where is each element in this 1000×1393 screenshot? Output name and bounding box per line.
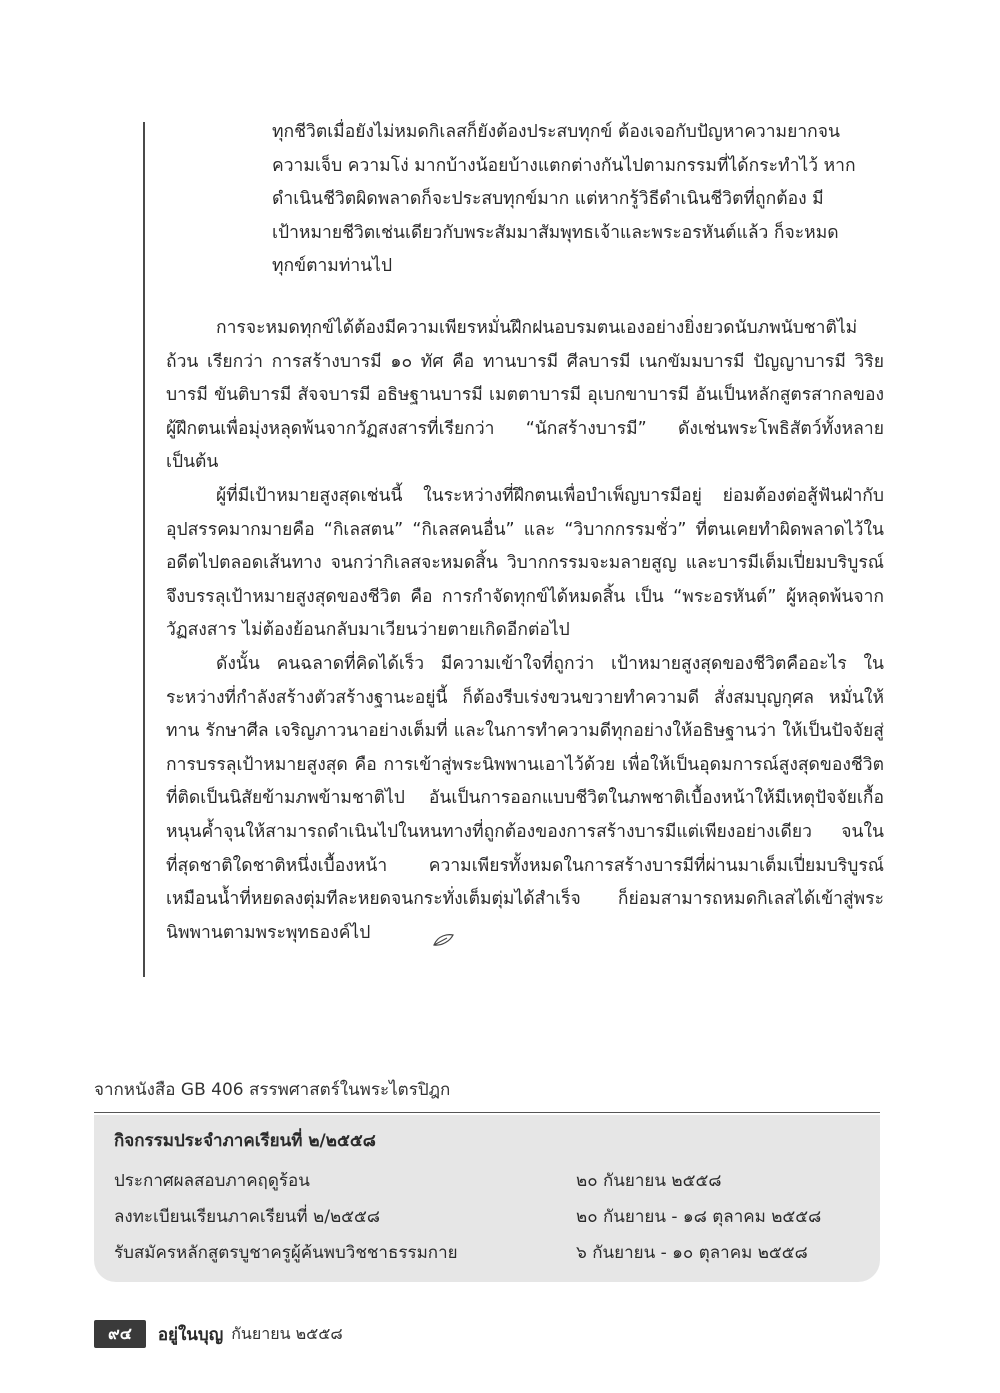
- quote-line: ทุกชีวิตเมื่อยังไม่หมดกิเลสก็ยังต้องประสบทุกข์ ต้องเจอกับปัญหาความยากจน: [272, 122, 840, 142]
- quote-block: [272, 116, 884, 284]
- activity-label: ลงทะเบียนเรียนภาคเรียนที่ ๒/๒๕๕๘: [114, 1207, 381, 1227]
- paragraph-3-text: ดังนั้น คนฉลาดที่คิดได้เร็ว มีความเข้าใจที่ถูกว่า เป้าหมายสูงสุดของชีวิตคืออะไร ในระหว่างที่กำลังสร้างตัวสร้างฐานะอยู่นี้ ก็ต้องรีบเร่งขวนขวายทำความดี สั่งสมบุญกุศล หมั่นให้ทาน รักษาศีล เจริญภาวนาอย่างเต็มที่ และในการทำความดีทุกอย่างให้อธิษฐานว่า ให้เป็นปัจจัยสู่การบรรลุเป้าหมายสูงสุด คือ การเข้าสู่พระนิพพานเอาไว้ด้วย เพื่อให้เป็นอุดมการณ์สูงสุดของชีวิตที่ติดเป็นนิสัยข้ามภพข้ามชาติไป อันเป็นการออกแบบชีวิตในภพชาติเบื้องหน้าให้มีเหตุปัจจัยเกื้อหนุนค้ำจุนให้สามารถดำเนินไปในหนทางที่ถูกต้องของการสร้างบารมีแต่เพียงอย่างเดียว จนในที่สุดชาติใดชาติหนึ่งเบื้องหน้า ความเพียรทั้งหมดในการสร้างบารมีที่ผ่านมาเต็มเปี่ยมบริบูรณ์ เหมือนน้ำที่หยดลงตุ่มทีละหยดจนกระทั่งเต็มตุ่มได้สำเร็จ ก็ย่อมสามารถหมดกิเลสได้เข้าสู่พระนิพพานตามพระพุทธองค์ไป: [166, 653, 884, 943]
- activity-row: [114, 1239, 864, 1269]
- activity-date: ๖ กันยายน - ๑๐ ตุลาคม ๒๕๕๘: [576, 1243, 808, 1263]
- quote-line: ดำเนินชีวิตผิดพลาดก็จะประสบทุกข์มาก แต่หากรู้วิธีดำเนินชีวิตที่ถูกต้อง มี: [272, 189, 824, 210]
- paragraph-2: ผู้ที่มีเป้าหมายสูงสุดเช่นนี้ ในระหว่างที่ฝึกตนเพื่อบำเพ็ญบารมีอยู่ ย่อมต้องต่อสู้ฟันฝ่ากับอุปสรรคมากมายคือ “กิเลสตน” “กิเลสคนอื่น” และ “วิบากกรรมชั่ว” ที่ตนเคยทำผิดพลาดไว้ในอดีตไปตลอดเส้นทาง จนกว่ากิเลสจะหมดสิ้น วิบากกรรมจะมลายสูญ และบารมีเต็มเปี่ยมบริบูรณ์ จึงบรรลุเป้าหมายสูงสุดของชีวิต คือ การกำจัดทุกข์ได้หมดสิ้น เป็น “พระอรหันต์” ผู้หลุดพ้นจากวัฏสงสาร ไม่ต้องย้อนกลับมาเวียนว่ายตายเกิดอีกต่อไป: [166, 485, 884, 641]
- article-body: [166, 312, 884, 950]
- activity-date: ๒๐ กันยายน ๒๕๕๘: [576, 1171, 722, 1191]
- activity-date: ๒๐ กันยายน - ๑๘ ตุลาคม ๒๕๕๘: [576, 1207, 822, 1227]
- activity-row: [114, 1167, 864, 1197]
- source-citation: จากหนังสือ GB 406 สรรพศาสตร์ในพระไตรปิฎก: [94, 1080, 451, 1100]
- quote-line: ความเจ็บ ความโง่ มากบ้างน้อยบ้างแตกต่างกันไปตามกรรมที่ได้กระทำไว้ หาก: [272, 155, 856, 176]
- activities-panel: [94, 1115, 880, 1282]
- activity-row: [114, 1203, 864, 1233]
- paragraph-3: [166, 648, 884, 950]
- quote-line: เป้าหมายชีวิตเช่นเดียวกับพระสัมมาสัมพุทธเจ้าและพระอรหันต์แล้ว ก็จะหมด: [272, 222, 839, 243]
- page-number: ๙๔: [94, 1320, 146, 1348]
- paragraph-1: การจะหมดทุกข์ได้ต้องมีความเพียรหมั่นฝึกฝนอบรมตนเองอย่างยิ่งยวดนับภพนับชาติไม่ถ้วน เรียกว่า การสร้างบารมี ๑๐ ทัศ คือ ทานบารมี ศีลบารมี เนกขัมมบารมี ปัญญาบารมี วิริยบารมี ขันติบารมี สัจจบารมี อธิษฐานบารมี เมตตาบารมี อุเบกขาบารมี อันเป็นหลักสูตรสากลของผู้ฝึกตนเพื่อมุ่งหลุดพ้นจากวัฏสงสารที่เรียกว่า “นักสร้างบารมี” ดังเช่นพระโพธิสัตว์ทั้งหลาย เป็นต้น: [166, 318, 884, 473]
- issue-date: กันยายน ๒๕๕๘: [231, 1323, 343, 1343]
- activity-label: รับสมัครหลักสูตรบูชาครูผู้ค้นพบวิชชาธรรมกาย: [114, 1243, 458, 1263]
- divider: [94, 1112, 880, 1113]
- leaf-icon: [382, 926, 404, 940]
- quote-line: ทุกข์ตามท่านไป: [272, 256, 393, 277]
- quote-vertical-bar: [143, 122, 145, 977]
- activity-label: ประกาศผลสอบภาคฤดูร้อน: [114, 1171, 310, 1191]
- page-footer: [94, 1320, 343, 1348]
- magazine-name: อยู่ในบุญ: [157, 1324, 224, 1345]
- activities-title: กิจกรรมประจำภาคเรียนที่ ๒/๒๕๕๘: [114, 1131, 376, 1151]
